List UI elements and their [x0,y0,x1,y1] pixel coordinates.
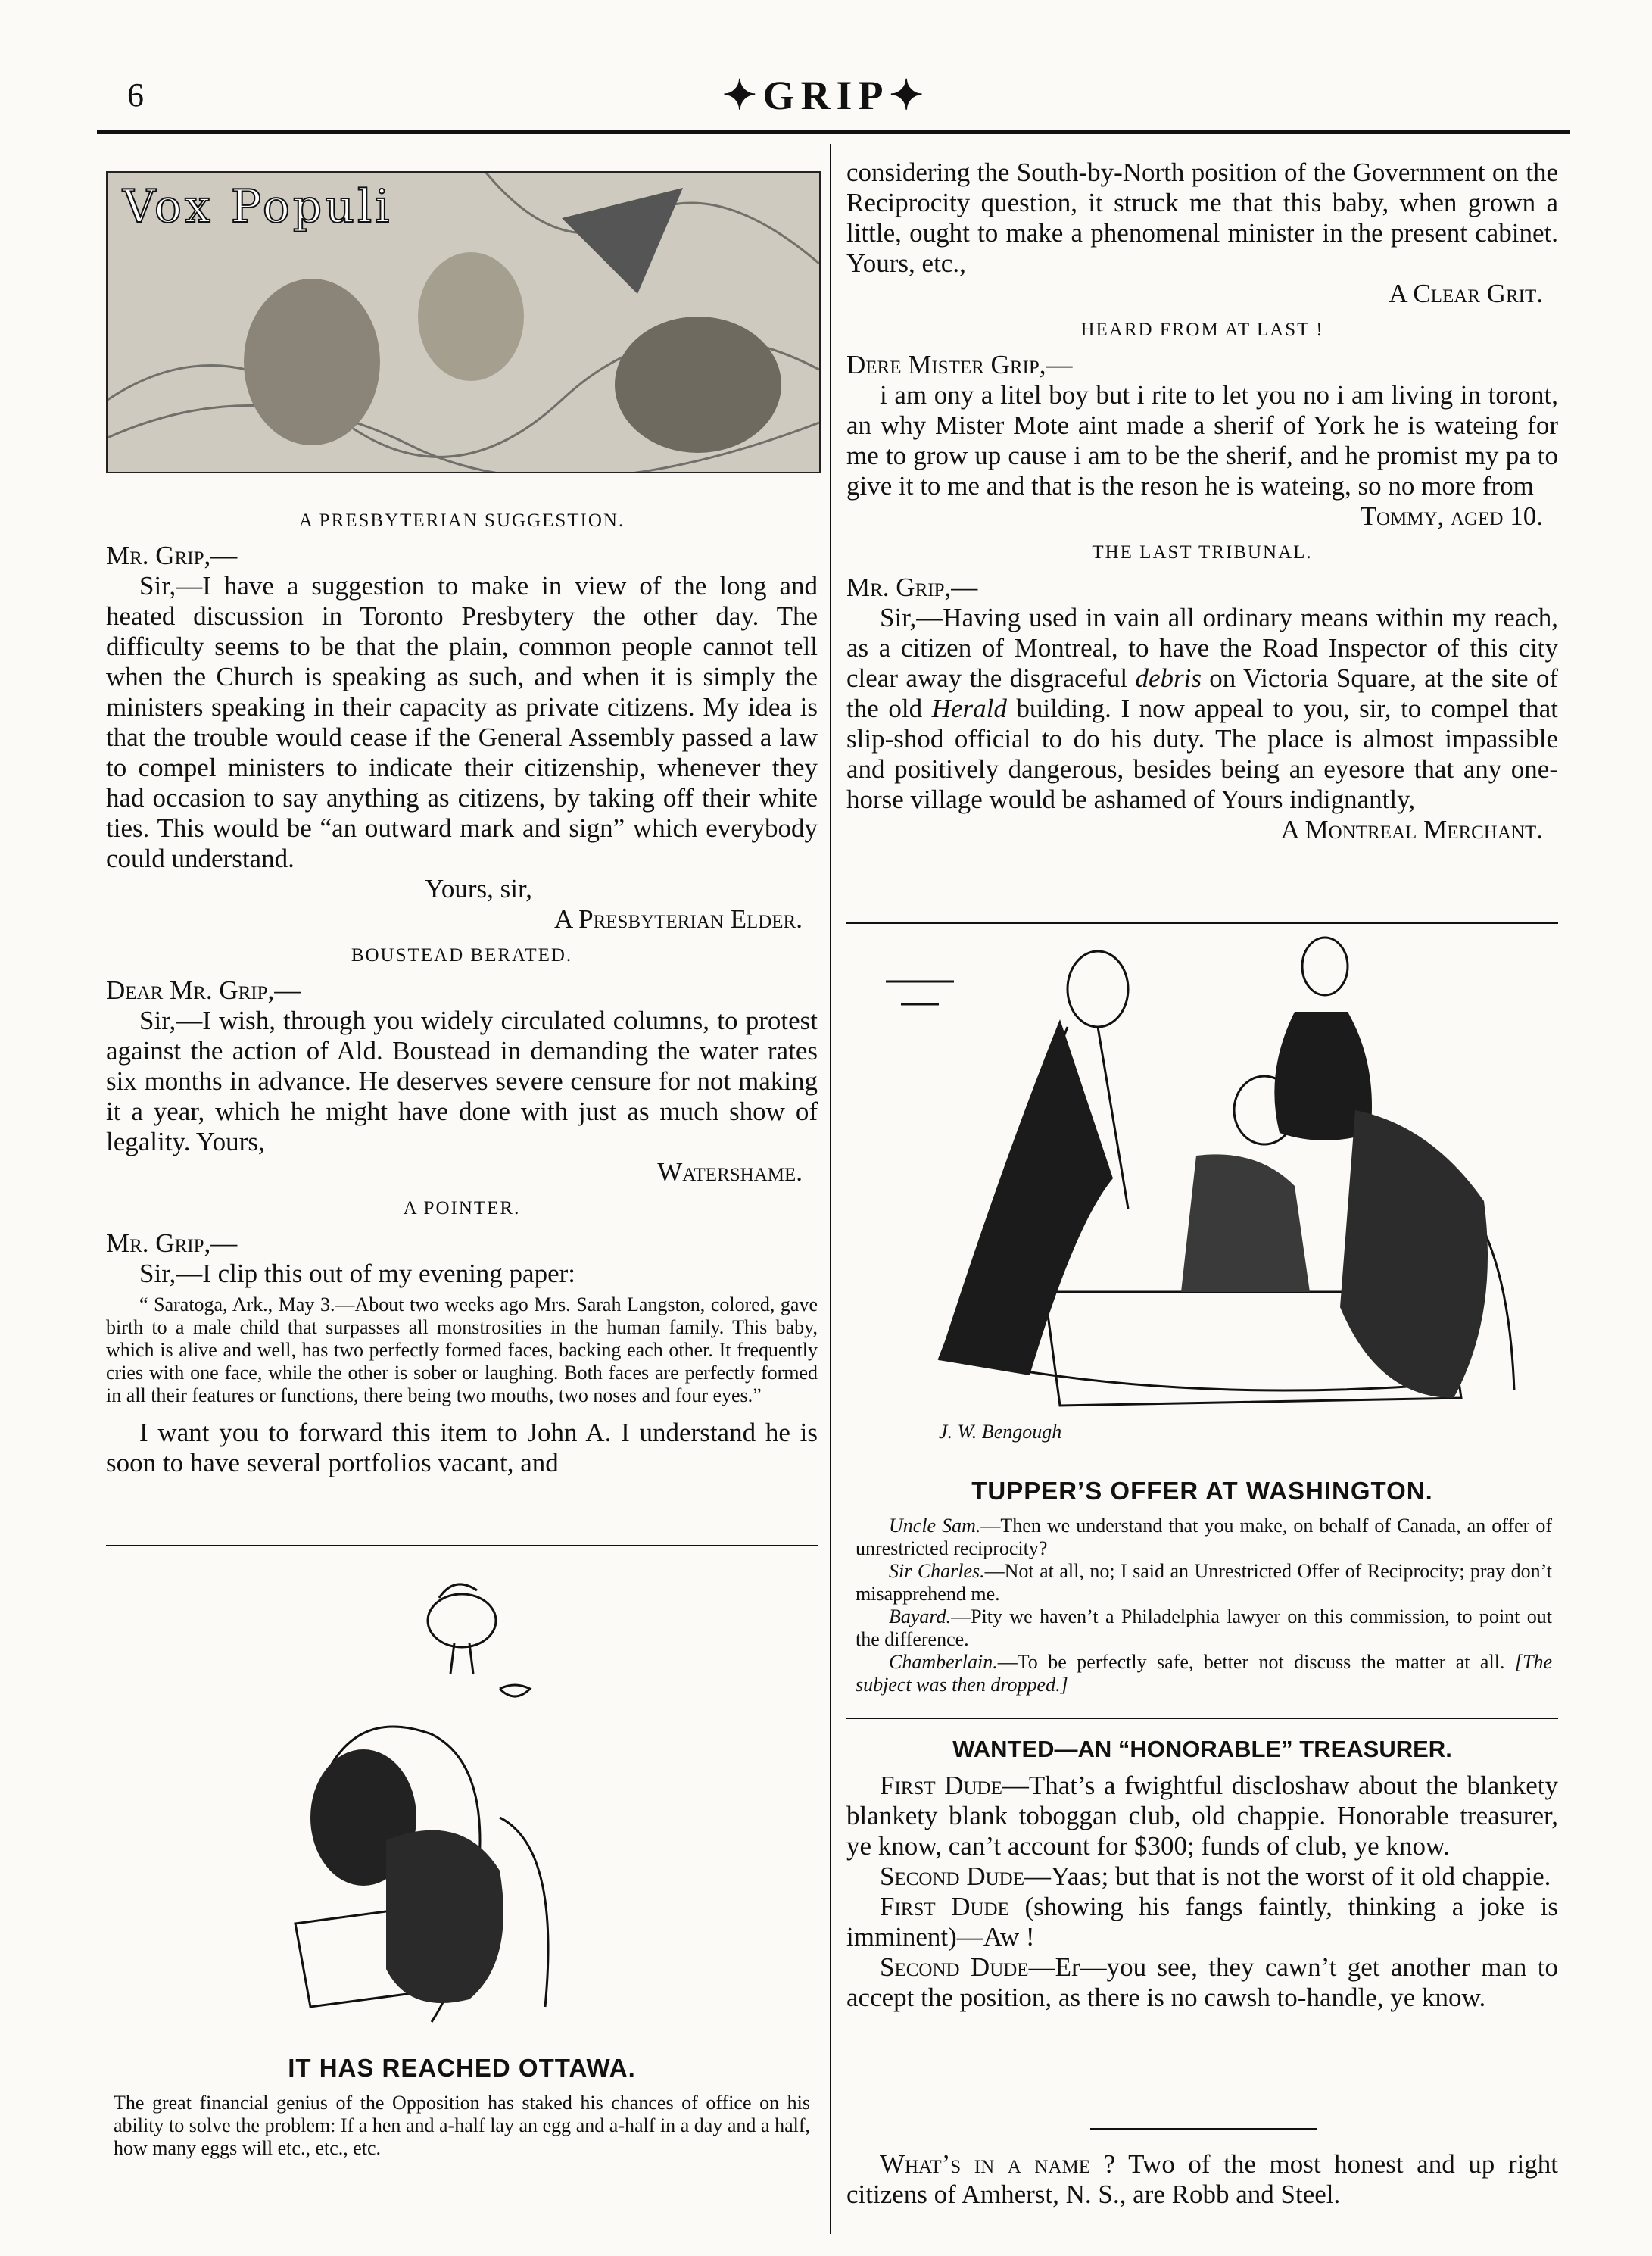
left-column-letters [106,500,818,1478]
boustead-salutation: Dear Mr. Grip,— [106,975,301,1005]
pointer-clipping: “ Saratoga, Ark., May 3.—About two weeks ago Mrs. Sarah Langston, colored, gave birth to a male child that surpasses all monstrosities in the human family. This baby, which is alive and well, has two perfectly formed faces, backing each other. It frequently cries with one face, while the other is sober or laughing. Both faces are perfectly formed in all their features or functions, there being two mouths, two noses and four eyes.” [106,1293,818,1406]
boustead-signature: Watershame. [657,1157,803,1187]
heard-salutation: Dere Mister Grip,— [846,350,1073,379]
presbyterian-heading: A PRESBYTERIAN SUGGESTION. [298,510,625,531]
dialogue-speaker: Bayard. [889,1605,952,1627]
whats-in-name-lead: What’s in a name ? [880,2149,1116,2179]
tribunal-body-part3: building. I now appeal to you, sir, to compel that slip-shod official to do his duty. The place is almost impassible and positively dangerous, besides being an eyesore that any one-horse village would be ashamed of Yours indignantly, [846,694,1558,814]
treasurer-text: —That’s a fwightful discloshaw about the blankety blankety blank toboggan club, old chappie. Honorable treasurer, ye know, can’t account for $300; funds of club, ye know. [846,1771,1559,1861]
boustead-heading: BOUSTEAD BERATED. [351,945,573,966]
right-section-rule [846,922,1558,924]
dialogue-text: —To be perfectly safe, better not discuss the matter at all. [997,1651,1505,1673]
dialogue-closing-note: [The subject was then dropped.] [856,1651,1552,1696]
treasurer-speaker: First Dude [880,1771,1002,1800]
treasurer-speaker: Second Dude [880,1861,1024,1891]
tribunal-body-part1: Sir,—Having used in vain all ordinary means within my reach, as a citizen of Montreal, to have the Road Inspector of this city clear away the disgraceful [846,603,1558,693]
vox-populi-banner: Vox Populi [123,180,393,233]
header-rule [97,130,1570,134]
treasurer-speaker: First Dude [880,1892,1009,1921]
ottawa-cartoon-text: The great financial genius of the Opposition has staked his chances of office on his ability to solve the problem: If a hen and a-half lay an egg and a-half in a day and a half, how many eggs will etc., etc., etc. [114,2092,810,2159]
heard-signature: Tommy, aged 10. [1360,501,1543,531]
treasurer-line [846,1892,1558,1952]
boustead-body: Sir,—I wish, through you widely circulated columns, to protest against the action of Ald. Boustead in demanding the water rates six months in advance. He deserves severe censure for not making it a year, which he might have done with just as much show of legality. Yours, [106,1006,818,1156]
tribunal-body-herald: Herald [931,694,1007,723]
treasurer-speaker: Second Dude [880,1952,1029,1982]
pointer-continuation: I want you to forward this item to John A. I understand he is soon to have several portfolios vacant, and [106,1418,818,1477]
ottawa-cartoon-caption: IT HAS REACHED OTTAWA. [288,2054,636,2082]
dialogue-line [856,1651,1552,1696]
tribunal-body [846,603,1558,815]
whats-in-name-body: Two of the most honest and up right citizens of Amherst, N. S., are Robb and Steel. [846,2149,1558,2209]
tribunal-signature: A Montreal Merchant. [1280,815,1543,844]
treasurer-rule [846,1718,1558,1719]
masthead-title: ✦GRIP✦ [722,73,930,118]
dialogue-text: —Not at all, no; I said an Unrestricted Offer of Reciprocity; pray don’t misapprehend me. [856,1560,1552,1605]
dialogue-line [856,1515,1552,1560]
right-column-letters [846,158,1558,845]
heard-heading: HEARD FROM AT LAST ! [1080,320,1324,340]
vox-populi-illustration [106,171,821,473]
presbyterian-salutation: Mr. Grip,— [106,541,238,570]
treasurer-line [846,1771,1558,1861]
column-divider [830,144,831,2234]
dialogue-speaker: Uncle Sam. [889,1515,981,1537]
treasurer-title: WANTED—AN “HONORABLE” TREASURER. [952,1736,1452,1762]
whats-in-name-text [846,2149,1558,2210]
page-number: 6 [127,76,144,114]
tupper-artist-signature: J. W. Bengough [939,1421,1062,1443]
treasurer-text: (showing his fangs faintly, thinking a joke is imminent)—Aw ! [846,1892,1558,1952]
pointer-body: Sir,—I clip this out of my evening paper: [139,1259,575,1288]
dialogue-line [856,1605,1552,1651]
tupper-cartoon-illustration [871,936,1537,1459]
tribunal-heading: THE LAST TRIBUNAL. [1092,542,1313,563]
treasurer-section [846,1734,1558,2013]
dialogue-text: —Then we understand that you make, on behalf of Canada, an offer of unrestricted reciprocity? [856,1515,1553,1559]
dialogue-speaker: Sir Charles. [889,1560,985,1582]
pointer-salutation: Mr. Grip,— [106,1228,238,1258]
presbyterian-signature: A Presbyterian Elder. [554,904,803,934]
dialogue-speaker: Chamberlain. [889,1651,998,1673]
tribunal-salutation: Mr. Grip,— [846,573,978,602]
treasurer-text: —Yaas; but that is not the worst of it old chappie. [1024,1861,1551,1891]
tribunal-body-debris: debris [1135,663,1202,693]
left-section-rule [106,1545,818,1546]
presbyterian-closing: Yours, sir, [425,874,532,903]
dialogue-text: —Pity we haven’t a Philadelphia lawyer on this commission, to point out the difference. [856,1605,1552,1650]
tribunal-body-part2: on Victoria Square, at the site of the old [846,663,1559,723]
treasurer-line [846,1861,1558,1892]
presbyterian-body: Sir,—I have a suggestion to make in view of the long and heated discussion in Toronto Presbytery the other day. The difficulty seems to be that the plain, common people cannot tell when the Church is speaking as such, and when it is simply the ministers speaking in their capacity as private citizens. My idea is that the trouble would cease if the General Assembly passed a law to compel ministers to indicate their citizenship, whenever they had occasion to say anything as citizens, by taking off their white ties. This would be “an outward mark and sign” which everybody could understand. [106,571,818,873]
treasurer-line [846,1952,1558,2013]
heard-body: i am ony a litel boy but i rite to let you no i am living in toront, an why Mister Mote aint made a sherif of York he is wateing for me to grow up cause i am to be the sherif, and he promist my pa to give it to me and that is the reson he is wateing, so no more from [846,380,1558,501]
continuation-text: considering the South-by-North position of the Government on the Reciprocity question, it struck me that this baby, when grown a little, ought to make a phenomenal minister in the present cabinet. Yours, etc., [846,158,1558,278]
continuation-signature: A Clear Grit. [1389,279,1543,308]
pointer-heading: A POINTER. [403,1198,521,1218]
short-divider [1090,2128,1317,2130]
tupper-dialogue [856,1515,1552,1696]
tupper-cartoon-caption: TUPPER’S OFFER AT WASHINGTON. [971,1477,1433,1505]
treasurer-text: —Er—you see, they cawn’t get another man to accept the position, as there is no cawsh to-handle, ye know. [846,1952,1558,2012]
dialogue-line [856,1560,1552,1605]
ottawa-cartoon-illustration [227,1568,651,2045]
whats-in-name [846,2149,1558,2210]
